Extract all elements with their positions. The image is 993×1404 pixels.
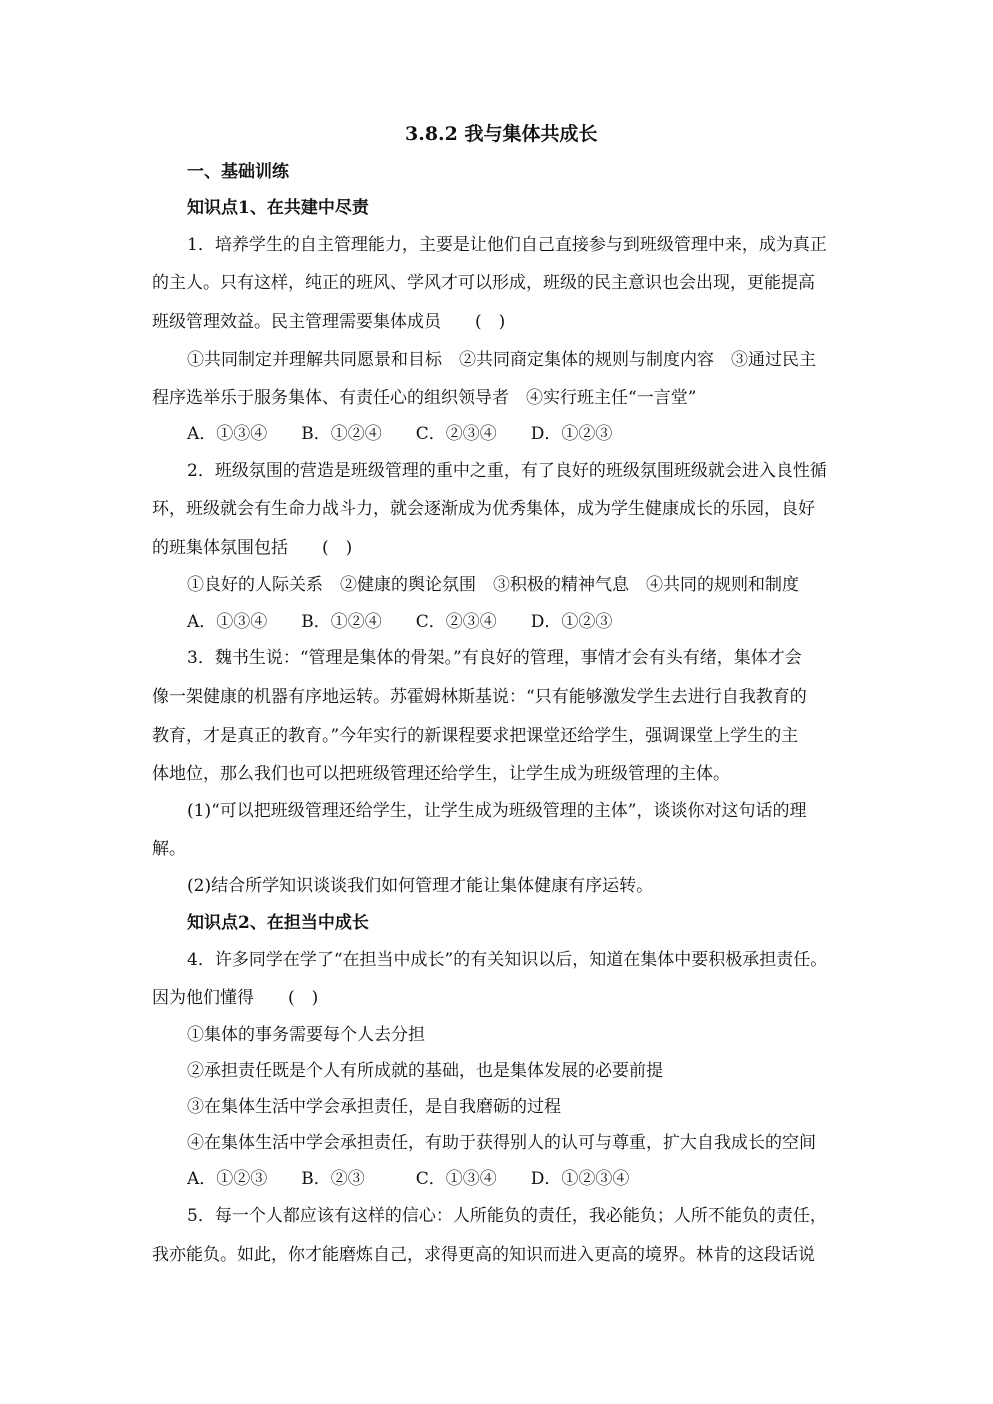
knowledge-point-2-heading: 知识点2、在担当中成长 [187,913,369,933]
page-title: 3.8.2 我与集体共成长 [405,123,598,145]
q5-line-2: 我亦能负。如此，你才能磨炼自己，求得更高的知识而进入更高的境界。林肯的这段话说 [152,1245,815,1265]
q2-line-3: 的班集体氛围包括 ( ) [152,538,353,558]
q4-statement-3: ③在集体生活中学会承担责任，是自我磨砺的过程 [187,1097,561,1117]
q3-line-2: 像一架健康的机器有序地运转。苏霍姆林斯基说：“只有能够激发学生去进行自我教育的 [152,687,807,707]
knowledge-point-1-heading: 知识点1、在共建中尽责 [187,198,369,218]
q4-options: A．①②③ B．②③ C．①③④ D．①②③④ [187,1169,630,1189]
q1-line-3: 班级管理效益。民主管理需要集体成员 ( ) [152,312,506,332]
q3-sub1-line-1: (1)“可以把班级管理还给学生，让学生成为班级管理的主体”，谈谈你对这句话的理 [187,801,807,821]
q1-options: A．①③④ B．①②④ C．②③④ D．①②③ [187,424,613,444]
q1-line-2: 的主人。只有这样，纯正的班风、学风才可以形成，班级的民主意识也会出现，更能提高 [152,273,815,293]
q1-line-4: ①共同制定并理解共同愿景和目标 ②共同商定集体的规则与制度内容 ③通过民主 [187,350,816,370]
q4-statement-1: ①集体的事务需要每个人去分担 [187,1025,425,1045]
section-heading-basic-training: 一、基础训练 [187,162,289,182]
q4-statement-2: ②承担责任既是个人有所成就的基础，也是集体发展的必要前提 [187,1061,663,1081]
q3-line-3: 教育，才是真正的教育。”今年实行的新课程要求把课堂还给学生，强调课堂上学生的主 [152,726,799,746]
q4-line-1: 4．许多同学在学了“在担当中成长”的有关知识以后，知道在集体中要积极承担责任。 [187,950,828,970]
q4-statement-4: ④在集体生活中学会承担责任，有助于获得别人的认可与尊重，扩大自我成长的空间 [187,1133,816,1153]
q2-line-4: ①良好的人际关系 ②健康的舆论氛围 ③积极的精神气息 ④共同的规则和制度 [187,575,799,595]
q1-line-5: 程序选举乐于服务集体、有责任心的组织领导者 ④实行班主任“一言堂” [152,388,697,408]
q3-sub2: (2)结合所学知识谈谈我们如何管理才能让集体健康有序运转。 [187,876,654,896]
q2-line-2: 环，班级就会有生命力战斗力，就会逐渐成为优秀集体，成为学生健康成长的乐园，良好 [152,499,815,519]
q4-line-2: 因为他们懂得 ( ) [152,988,319,1008]
q2-line-1: 2．班级氛围的营造是班级管理的重中之重，有了良好的班级氛围班级就会进入良性循 [187,461,827,481]
q2-options: A．①③④ B．①②④ C．②③④ D．①②③ [187,612,613,632]
q5-line-1: 5．每一个人都应该有这样的信心：人所能负的责任，我必能负；人所不能负的责任， [187,1206,827,1226]
q3-sub1-line-2: 解。 [152,839,186,859]
q3-line-1: 3．魏书生说：“管理是集体的骨架。”有良好的管理，事情才会有头有绪，集体才会 [187,648,802,668]
q3-line-4: 体地位，那么我们也可以把班级管理还给学生，让学生成为班级管理的主体。 [152,764,730,784]
q1-line-1: 1．培养学生的自主管理能力，主要是让他们自己直接参与到班级管理中来，成为真正 [187,235,827,255]
